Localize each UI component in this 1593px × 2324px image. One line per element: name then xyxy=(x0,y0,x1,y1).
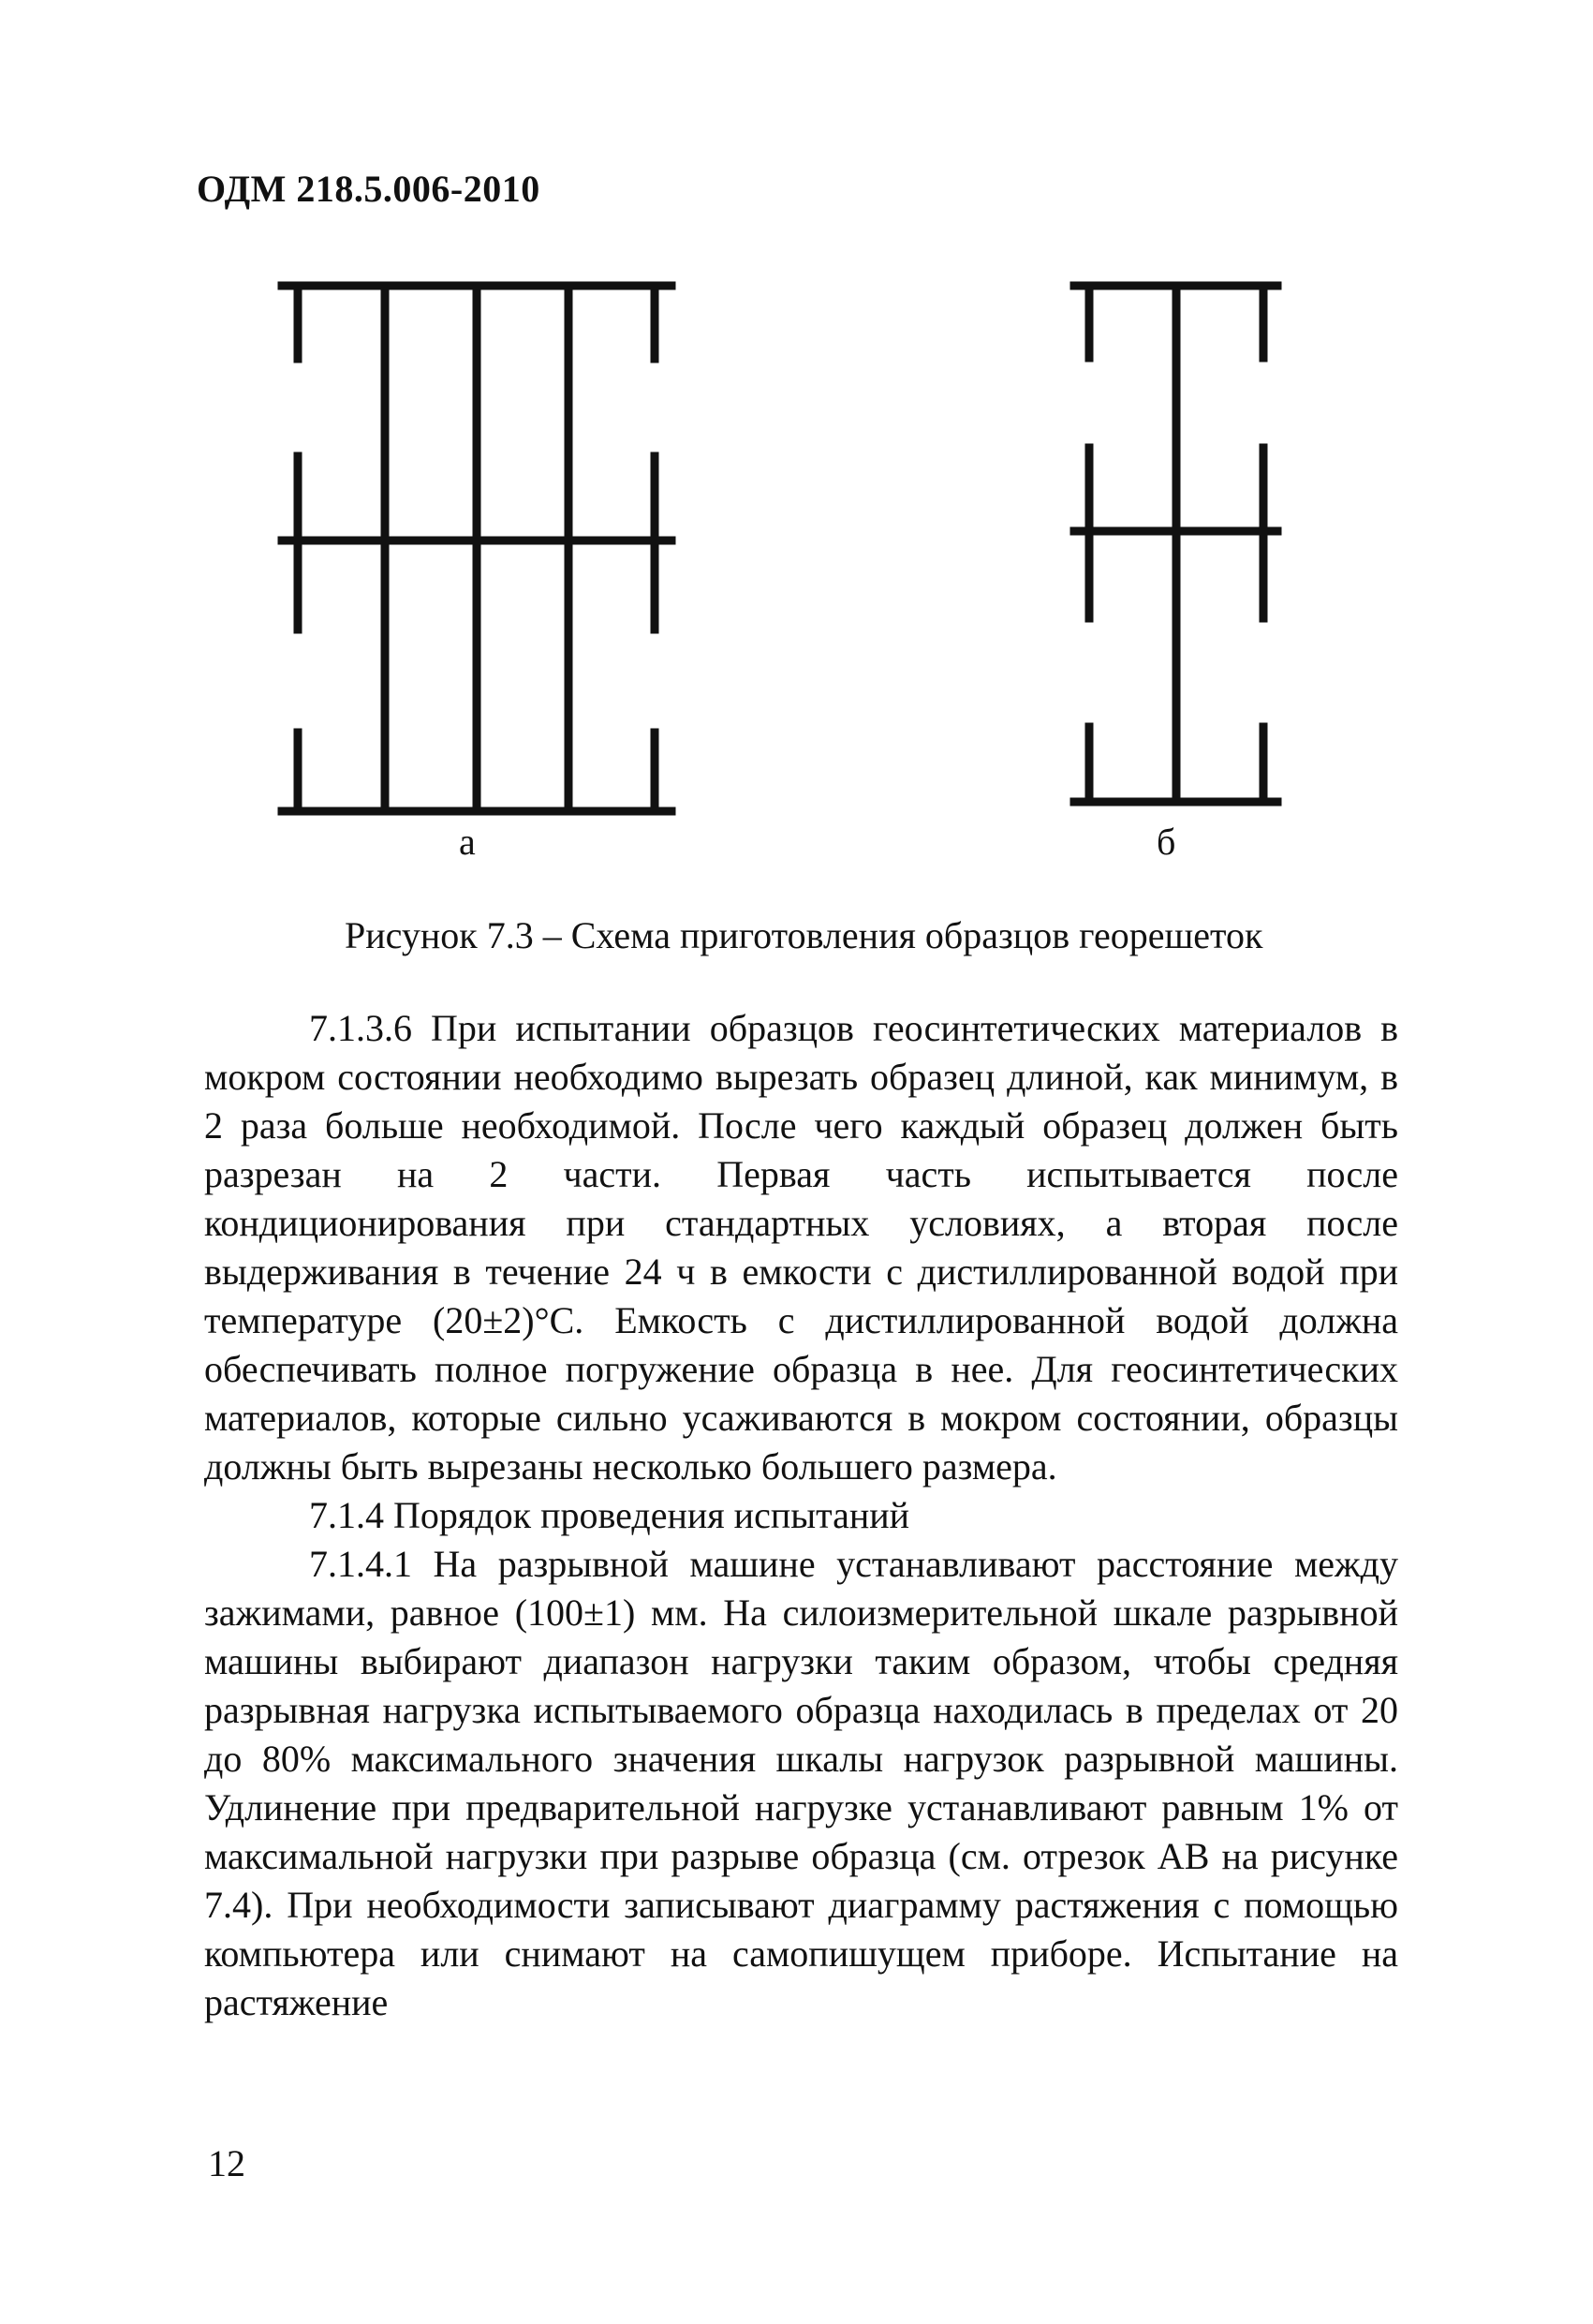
figure-label-b: б xyxy=(1157,821,1176,863)
diagram-b xyxy=(1074,286,1277,802)
figure-label-a: а xyxy=(459,821,476,863)
heading-7-1-4: 7.1.4 Порядок проведения испытаний xyxy=(309,1494,910,1536)
page-number: 12 xyxy=(208,2142,245,2184)
geogrid-sample-diagram xyxy=(0,0,1593,899)
document-code-header: ОДМ 218.5.006-2010 xyxy=(197,168,540,210)
body-text xyxy=(204,1004,1398,2027)
paragraph-7-1-4-1: 7.1.4.1 На разрывной машине устанавливают расстояние между зажимами, равное (100±1) мм. На силоизмерительной шкале разрывной машины выбирают диапазон нагрузки таким образом, чтобы средняя разрывная нагрузка испытываемого образца находилась в пределах от 20 до 80% максимального значения шкалы нагрузок разрывной машины. Удлинение при предварительной нагрузке устанавливают равным 1% от максимальной нагрузки при разрыве образца (см. отрезок АВ на рисунке 7.4). При необходимости записывают диаграмму растяжения с помощью компьютера или снимают на самопишущем приборе. Испытание на растяжение xyxy=(204,1543,1398,2023)
figure-caption: Рисунок 7.3 – Схема приготовления образцов георешеток xyxy=(345,914,1263,956)
paragraph-7-1-3-6: 7.1.3.6 При испытании образцов геосинтетических материалов в мокром состоянии необходимо вырезать образец длиной, как минимум, в 2 раза больше необходимой. После чего каждый образец должен быть разрезан на 2 части. Первая часть испытывается после кондиционирования при стандартных условиях, а вторая после выдерживания в течение 24 ч в емкости с дистиллированной водой при температуре (20±2)°С. Емкость с дистиллированной водой должна обеспечивать полное погружение образца в нее. Для геосинтетических материалов, которые сильно усаживаются в мокром состоянии, образцы должны быть вырезаны несколько большего размера. xyxy=(204,1007,1398,1488)
diagram-a xyxy=(282,286,671,811)
